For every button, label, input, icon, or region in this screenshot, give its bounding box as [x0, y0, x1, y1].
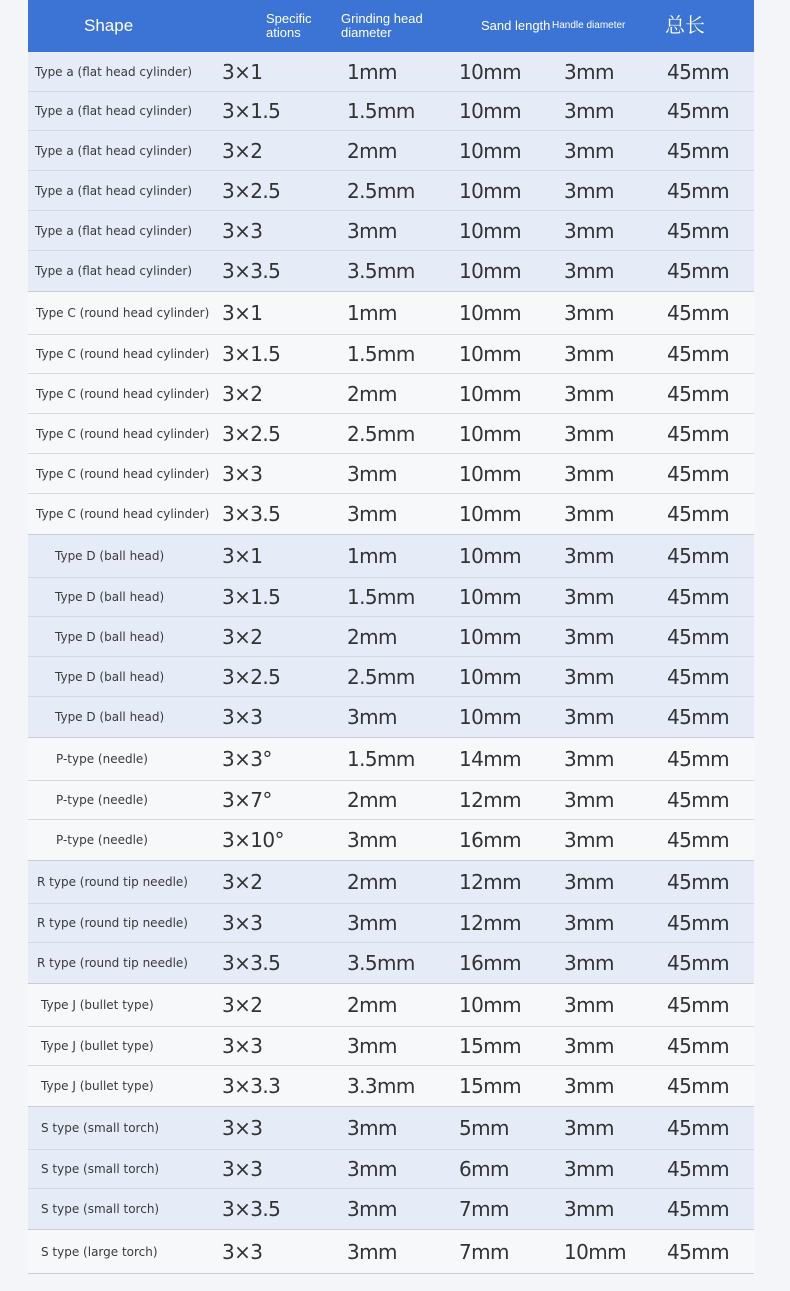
- shape-cell: Type D (ball head): [55, 590, 165, 604]
- sand-length-cell: 12mm: [459, 788, 522, 812]
- row-group: [28, 1230, 754, 1274]
- spec-table: [28, 0, 754, 1274]
- total-length-cell: 45mm: [667, 585, 730, 609]
- shape-cell: S type (small torch): [41, 1162, 160, 1176]
- handle-diameter-cell: 10mm: [564, 1239, 627, 1264]
- row-group: [28, 535, 754, 738]
- grinding-head-cell: 3mm: [347, 461, 397, 486]
- total-length-cell: 45mm: [667, 664, 730, 689]
- spec-cell: 3×2: [222, 870, 263, 894]
- total-length-cell: 45mm: [667, 461, 730, 486]
- spec-cell: 3×3: [222, 705, 263, 729]
- spec-cell: 3×1.5: [222, 99, 281, 123]
- total-length-cell: 45mm: [667, 544, 730, 568]
- header-grinding-head-diameter: Grinding head diameter: [341, 11, 423, 40]
- shape-cell: Type a (flat head cylinder): [35, 64, 193, 79]
- table-row: [28, 494, 754, 534]
- sand-length-cell: 10mm: [459, 421, 522, 446]
- spec-cell: 3×2.5: [222, 421, 281, 446]
- grinding-head-cell: 3.5mm: [347, 259, 415, 283]
- total-length-cell: 45mm: [667, 502, 730, 526]
- table-row: [28, 943, 754, 983]
- sand-length-cell: 7mm: [459, 1197, 509, 1221]
- grinding-head-cell: 1.5mm: [347, 585, 415, 609]
- handle-diameter-cell: 3mm: [564, 1034, 614, 1058]
- grinding-head-cell: 1mm: [347, 301, 397, 325]
- grinding-head-cell: 3mm: [347, 828, 397, 852]
- shape-cell: S type (small torch): [41, 1121, 160, 1135]
- total-length-cell: 45mm: [667, 1157, 730, 1181]
- spec-cell: 3×3: [222, 1034, 263, 1058]
- total-length-cell: 45mm: [667, 705, 730, 729]
- shape-cell: Type C (round head cylinder): [36, 426, 210, 441]
- grinding-head-cell: 3mm: [347, 1157, 397, 1181]
- header-specifications: Specific ations: [266, 11, 312, 40]
- handle-diameter-cell: 3mm: [564, 1116, 614, 1140]
- handle-diameter-cell: 3mm: [564, 342, 614, 366]
- spec-cell: 3×3: [222, 911, 263, 935]
- grinding-head-cell: 2mm: [347, 788, 397, 812]
- total-length-cell: 45mm: [667, 301, 730, 325]
- handle-diameter-cell: 3mm: [564, 585, 614, 609]
- total-length-cell: 45mm: [667, 624, 730, 649]
- total-length-cell: 45mm: [667, 381, 730, 406]
- total-length-cell: 45mm: [667, 1239, 730, 1264]
- total-length-cell: 45mm: [667, 993, 730, 1017]
- shape-cell: Type J (bullet type): [41, 1079, 154, 1093]
- handle-diameter-cell: 3mm: [564, 59, 614, 84]
- grinding-head-cell: 2.5mm: [347, 421, 415, 446]
- handle-diameter-cell: 3mm: [564, 178, 614, 203]
- row-group: [28, 738, 754, 861]
- spec-cell: 3×3.5: [222, 502, 281, 526]
- grinding-head-cell: 1mm: [347, 544, 397, 568]
- table-row: [28, 335, 754, 374]
- table-row: [28, 374, 754, 414]
- table-row: [28, 578, 754, 617]
- handle-diameter-cell: 3mm: [564, 993, 614, 1017]
- sand-length-cell: 16mm: [459, 828, 522, 852]
- sand-length-cell: 12mm: [459, 911, 522, 935]
- sand-length-cell: 15mm: [459, 1034, 522, 1058]
- spec-cell: 3×1.5: [222, 585, 281, 609]
- shape-cell: S type (large torch): [41, 1244, 158, 1259]
- grinding-head-cell: 2mm: [347, 870, 397, 894]
- handle-diameter-cell: 3mm: [564, 259, 614, 283]
- total-length-cell: 45mm: [667, 342, 730, 366]
- grinding-head-cell: 3mm: [347, 1239, 397, 1264]
- sand-length-cell: 10mm: [459, 585, 522, 609]
- shape-cell: Type J (bullet type): [41, 1039, 154, 1053]
- shape-cell: R type (round tip needle): [37, 875, 188, 889]
- table-row: [28, 984, 754, 1027]
- table-row: [28, 1066, 754, 1106]
- table-row: [28, 171, 754, 211]
- table-row: [28, 535, 754, 578]
- sand-length-cell: 10mm: [459, 381, 522, 406]
- table-row: [28, 657, 754, 697]
- grinding-head-cell: 3mm: [347, 1197, 397, 1221]
- table-row: [28, 211, 754, 251]
- shape-cell: Type D (ball head): [55, 629, 165, 644]
- sand-length-cell: 16mm: [459, 951, 522, 975]
- grinding-head-cell: 1.5mm: [347, 747, 415, 771]
- table-row: [28, 1027, 754, 1066]
- grinding-head-cell: 3mm: [347, 911, 397, 935]
- handle-diameter-cell: 3mm: [564, 1074, 614, 1098]
- spec-cell: 3×3°: [222, 747, 272, 771]
- handle-diameter-cell: 3mm: [564, 502, 614, 526]
- handle-diameter-cell: 3mm: [564, 301, 614, 325]
- header-handle-diameter: Handle diameter: [552, 19, 626, 31]
- grinding-head-cell: 2mm: [347, 138, 397, 163]
- sand-length-cell: 10mm: [459, 705, 522, 729]
- sand-length-cell: 5mm: [459, 1116, 509, 1140]
- header-sand-length: Sand length: [481, 18, 551, 34]
- total-length-cell: 45mm: [667, 788, 730, 812]
- total-length-cell: 45mm: [667, 218, 730, 243]
- sand-length-cell: 10mm: [459, 59, 522, 84]
- table-row: [28, 1107, 754, 1150]
- handle-diameter-cell: 3mm: [564, 99, 614, 123]
- total-length-cell: 45mm: [667, 1074, 730, 1098]
- grinding-head-cell: 3mm: [347, 218, 397, 243]
- table-row: [28, 251, 754, 291]
- spec-cell: 3×1: [222, 301, 263, 325]
- sand-length-cell: 10mm: [459, 664, 522, 689]
- spec-cell: 3×2: [222, 138, 263, 163]
- table-row: [28, 414, 754, 454]
- sand-length-cell: 14mm: [459, 747, 522, 771]
- shape-cell: R type (round tip needle): [37, 916, 188, 930]
- shape-cell: Type D (ball head): [55, 669, 165, 684]
- grinding-head-cell: 3mm: [347, 1034, 397, 1058]
- grinding-head-cell: 3mm: [347, 502, 397, 526]
- total-length-cell: 45mm: [667, 1116, 730, 1140]
- handle-diameter-cell: 3mm: [564, 218, 614, 243]
- shape-cell: S type (small torch): [41, 1202, 160, 1216]
- table-row: [28, 92, 754, 131]
- table-row: [28, 292, 754, 335]
- handle-diameter-cell: 3mm: [564, 705, 614, 729]
- row-group: [28, 1107, 754, 1230]
- shape-cell: R type (round tip needle): [37, 956, 188, 970]
- spec-cell: 3×3: [222, 1116, 263, 1140]
- spec-cell: 3×2.5: [222, 178, 281, 203]
- spec-cell: 3×3: [222, 1157, 263, 1181]
- grinding-head-cell: 2mm: [347, 624, 397, 649]
- shape-cell: Type a (flat head cylinder): [35, 104, 193, 118]
- shape-cell: Type C (round head cylinder): [36, 507, 210, 521]
- shape-cell: Type C (round head cylinder): [36, 306, 210, 320]
- row-group: [28, 861, 754, 984]
- spec-cell: 3×7°: [222, 788, 272, 812]
- sand-length-cell: 10mm: [459, 461, 522, 486]
- sand-length-cell: 10mm: [459, 544, 522, 568]
- grinding-head-cell: 3mm: [347, 1116, 397, 1140]
- table-row: [28, 1150, 754, 1189]
- shape-cell: Type a (flat head cylinder): [35, 183, 193, 198]
- table-row: [28, 738, 754, 781]
- handle-diameter-cell: 3mm: [564, 870, 614, 894]
- total-length-cell: 45mm: [667, 911, 730, 935]
- table-row: [28, 52, 754, 92]
- total-length-cell: 45mm: [667, 1034, 730, 1058]
- grinding-head-cell: 2.5mm: [347, 664, 415, 689]
- handle-diameter-cell: 3mm: [564, 788, 614, 812]
- table-row: [28, 617, 754, 657]
- handle-diameter-cell: 3mm: [564, 421, 614, 446]
- spec-cell: 3×1: [222, 544, 263, 568]
- handle-diameter-cell: 3mm: [564, 911, 614, 935]
- shape-cell: Type D (ball head): [55, 549, 165, 563]
- grinding-head-cell: 1.5mm: [347, 342, 415, 366]
- handle-diameter-cell: 3mm: [564, 138, 614, 163]
- table-row: [28, 904, 754, 943]
- row-group: [28, 52, 754, 292]
- grinding-head-cell: 2.5mm: [347, 178, 415, 203]
- grinding-head-cell: 2mm: [347, 381, 397, 406]
- sand-length-cell: 6mm: [459, 1157, 509, 1181]
- total-length-cell: 45mm: [667, 421, 730, 446]
- spec-cell: 3×3.5: [222, 951, 281, 975]
- shape-cell: Type a (flat head cylinder): [35, 264, 193, 278]
- shape-cell: P-type (needle): [56, 833, 148, 847]
- total-length-cell: 45mm: [667, 1197, 730, 1221]
- total-length-cell: 45mm: [667, 870, 730, 894]
- spec-cell: 3×2: [222, 993, 263, 1017]
- sand-length-cell: 10mm: [459, 259, 522, 283]
- table-row: [28, 861, 754, 904]
- sand-length-cell: 10mm: [459, 624, 522, 649]
- total-length-cell: 45mm: [667, 828, 730, 852]
- handle-diameter-cell: 3mm: [564, 381, 614, 406]
- shape-cell: Type a (flat head cylinder): [35, 143, 193, 158]
- sand-length-cell: 10mm: [459, 138, 522, 163]
- grinding-head-cell: 2mm: [347, 993, 397, 1017]
- grinding-head-cell: 1.5mm: [347, 99, 415, 123]
- table-body: [28, 52, 754, 1274]
- spec-cell: 3×3.5: [222, 259, 281, 283]
- sand-length-cell: 10mm: [459, 342, 522, 366]
- shape-cell: P-type (needle): [56, 793, 148, 807]
- grinding-head-cell: 1mm: [347, 59, 397, 84]
- table-row: [28, 697, 754, 737]
- handle-diameter-cell: 3mm: [564, 544, 614, 568]
- table-row: [28, 131, 754, 171]
- table-row: [28, 820, 754, 860]
- handle-diameter-cell: 3mm: [564, 951, 614, 975]
- spec-cell: 3×3: [222, 218, 263, 243]
- table-row: [28, 781, 754, 820]
- shape-cell: Type D (ball head): [55, 710, 165, 724]
- spec-cell: 3×2.5: [222, 664, 281, 689]
- shape-cell: Type C (round head cylinder): [36, 466, 210, 481]
- shape-cell: Type a (flat head cylinder): [35, 223, 193, 238]
- shape-cell: Type C (round head cylinder): [36, 386, 210, 401]
- handle-diameter-cell: 3mm: [564, 1157, 614, 1181]
- spec-cell: 3×1: [222, 59, 263, 84]
- total-length-cell: 45mm: [667, 138, 730, 163]
- spec-cell: 3×10°: [222, 828, 284, 852]
- table-row: [28, 454, 754, 494]
- total-length-cell: 45mm: [667, 747, 730, 771]
- shape-cell: Type J (bullet type): [41, 998, 154, 1012]
- spec-cell: 3×2: [222, 624, 263, 649]
- total-length-cell: 45mm: [667, 99, 730, 123]
- sand-length-cell: 10mm: [459, 502, 522, 526]
- grinding-head-cell: 3mm: [347, 705, 397, 729]
- spec-cell: 3×3: [222, 461, 263, 486]
- grinding-head-cell: 3.5mm: [347, 951, 415, 975]
- table-row: [28, 1189, 754, 1229]
- row-group: [28, 292, 754, 535]
- spec-cell: 3×3: [222, 1239, 263, 1264]
- sand-length-cell: 10mm: [459, 178, 522, 203]
- spec-cell: 3×2: [222, 381, 263, 406]
- sand-length-cell: 10mm: [459, 301, 522, 325]
- sand-length-cell: 7mm: [459, 1239, 509, 1264]
- spec-cell: 3×3.3: [222, 1074, 281, 1098]
- sand-length-cell: 12mm: [459, 870, 522, 894]
- header-total-length: 总长: [665, 14, 705, 37]
- total-length-cell: 45mm: [667, 178, 730, 203]
- total-length-cell: 45mm: [667, 259, 730, 283]
- handle-diameter-cell: 3mm: [564, 828, 614, 852]
- total-length-cell: 45mm: [667, 951, 730, 975]
- total-length-cell: 45mm: [667, 59, 730, 84]
- table-row: [28, 1230, 754, 1273]
- spec-cell: 3×1.5: [222, 342, 281, 366]
- shape-cell: Type C (round head cylinder): [36, 347, 210, 361]
- sand-length-cell: 10mm: [459, 993, 522, 1017]
- handle-diameter-cell: 3mm: [564, 664, 614, 689]
- sand-length-cell: 10mm: [459, 218, 522, 243]
- handle-diameter-cell: 3mm: [564, 624, 614, 649]
- handle-diameter-cell: 3mm: [564, 747, 614, 771]
- table-header: [28, 0, 754, 52]
- grinding-head-cell: 3.3mm: [347, 1074, 415, 1098]
- shape-cell: P-type (needle): [56, 752, 148, 766]
- handle-diameter-cell: 3mm: [564, 1197, 614, 1221]
- header-shape: Shape: [84, 16, 134, 36]
- handle-diameter-cell: 3mm: [564, 461, 614, 486]
- sand-length-cell: 10mm: [459, 99, 522, 123]
- sand-length-cell: 15mm: [459, 1074, 522, 1098]
- row-group: [28, 984, 754, 1107]
- spec-cell: 3×3.5: [222, 1197, 281, 1221]
